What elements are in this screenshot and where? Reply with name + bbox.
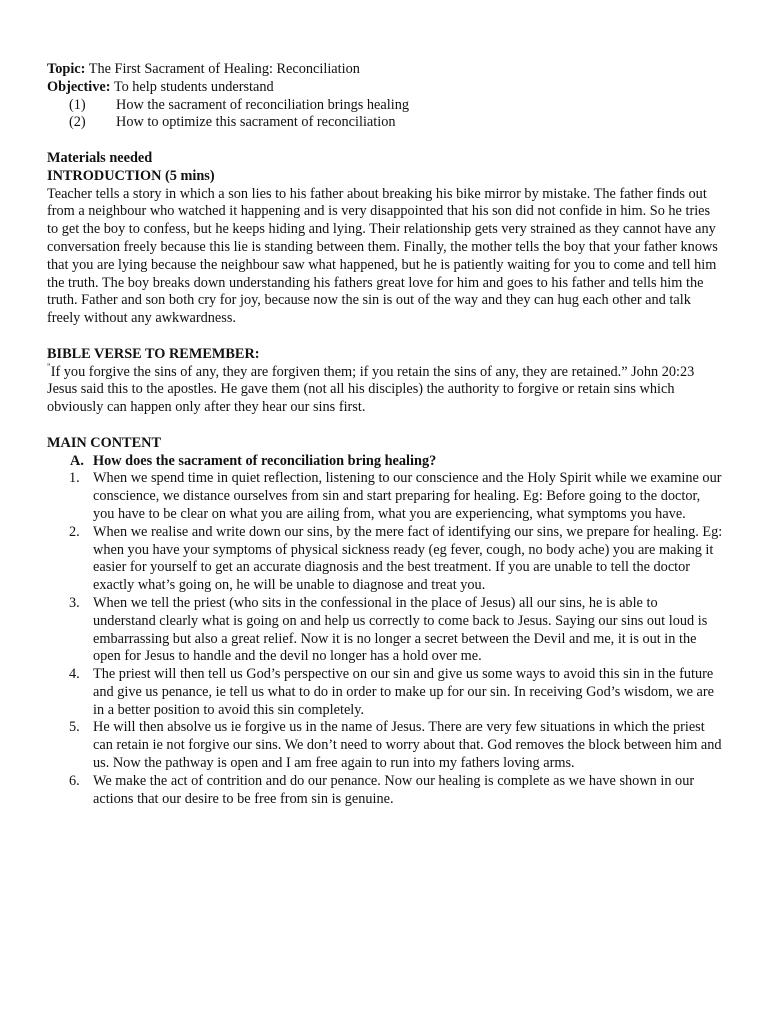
main-content-heading: MAIN CONTENT xyxy=(47,434,161,451)
list-item xyxy=(47,666,723,719)
list-item-number: 4. xyxy=(69,666,80,683)
list-item-number: 5. xyxy=(69,719,80,736)
list-item xyxy=(47,524,723,595)
list-item-text: When we realise and write down our sins, by the mere fact of identifying our sins, we prepare for healing. Eg: when you have your symptoms of physical sickness ready (eg fever, cough, no body ache) you are making it easier for yourself to get an accurate diagnosis and the best treatment. If you are unable to tell the doctor exactly what’s going on, he will be unable to diagnose and treat you. xyxy=(93,523,723,594)
objective-list xyxy=(47,97,723,133)
list-item-number: 1. xyxy=(69,470,80,487)
section-a-heading xyxy=(47,453,723,471)
topic-label: Topic: xyxy=(47,61,86,77)
topic-line xyxy=(47,61,723,79)
quote-mark: " xyxy=(47,361,51,372)
introduction-text: Teacher tells a story in which a son lies to his father about breaking his bike mirror by mistake. The father finds out from a neighbour who watched it happening and is very disappointed that his son did not confide in him. So he tries to get the boy to confess, but he keeps hiding and lying. Their relationship gets very strained as they cannot have any conversation freely because this lie is standing between them. Finally, the mother tells the boy that your father knows that you are lying because the neighbour saw what happened, but he is patiently waiting for you to come and tell him the truth. The boy breaks down understanding his fathers great love for him and goes to his father and tells him the truth. Father and son both cry for joy, because now the sin is out of the way and they can hug each other and talk freely without any awkwardness. xyxy=(47,185,718,327)
list-item xyxy=(47,719,723,772)
section-title: How does the sacrament of reconciliation bring healing? xyxy=(93,452,437,469)
list-item xyxy=(47,470,723,523)
main-content-list xyxy=(47,470,723,808)
objective-text: To help students understand xyxy=(110,78,274,95)
bible-verse-explanation: Jesus said this to the apostles. He gave them (not all his disciples) the authority to forgive or retain sins which obviously can happen only after they hear our sins first. xyxy=(47,381,675,416)
section-letter: A. xyxy=(70,452,84,469)
list-item xyxy=(47,773,723,809)
list-item-number: 6. xyxy=(69,772,80,789)
list-item-text: We make the act of contrition and do our penance. Now our healing is complete as we have shown in our actions that our desire to be free from sin is genuine. xyxy=(93,772,695,807)
list-item-number: 2. xyxy=(69,523,80,540)
objective-item-text: How to optimize this sacrament of reconciliation xyxy=(116,114,396,131)
bible-verse xyxy=(47,361,723,382)
introduction-heading: INTRODUCTION (5 mins) xyxy=(47,167,215,184)
list-item-text: When we spend time in quiet reflection, listening to our conscience and the Holy Spirit while we examine our conscience, we distance ourselves from sin and start preparing for healing. Eg: Before going to the doctor, you have to be clear on what you are ailing from, what you are experiencing, what symptoms you have. xyxy=(93,470,722,522)
list-item-number: 3. xyxy=(69,594,80,611)
list-item-text: The priest will then tell us God’s perspective on our sin and give us some ways to avoid this sin in the future and give us penance, ie tell us what to do in order to make up for our sin. In receiving God’s wisdom, we are in a better position to avoid this sin completely. xyxy=(93,666,714,718)
bible-verse-heading: BIBLE VERSE TO REMEMBER: xyxy=(47,345,260,362)
objective-item-number: (2) xyxy=(69,114,86,131)
spacer xyxy=(47,328,723,346)
objective-line xyxy=(47,79,723,97)
list-item xyxy=(47,595,723,666)
objective-label: Objective: xyxy=(47,78,111,95)
topic-text: The First Sacrament of Healing: Reconciliation xyxy=(85,61,360,77)
bible-verse-text: If you forgive the sins of any, they are forgiven them; if you retain the sins of any, they are retained.” John 20:23 xyxy=(50,363,695,380)
objective-item-number: (1) xyxy=(69,96,86,113)
objective-item xyxy=(47,97,723,115)
spacer xyxy=(47,132,723,150)
objective-item-text: How the sacrament of reconciliation brings healing xyxy=(116,96,409,113)
spacer xyxy=(47,417,723,435)
list-item-text: When we tell the priest (who sits in the confessional in the place of Jesus) all our sins, he is able to understand clearly what is going on and help us correctly to come back to Jesus. Saying our sins out loud is embarrassing but also a great relief. Now it is no longer a secret between the Devil and me, it is out in the open for Jesus to handle and the devil no longer has a hold over me. xyxy=(93,594,708,665)
materials-heading: Materials needed xyxy=(47,149,153,166)
objective-item xyxy=(47,114,723,132)
document-page xyxy=(47,61,723,808)
list-item-text: He will then absolve us ie forgive us in the name of Jesus. There are very few situations in which the priest can retain ie not forgive our sins. We don’t need to worry about that. God removes the block between him and us. Now the pathway is open and I am free again to run into my fathers loving arms. xyxy=(93,719,722,772)
